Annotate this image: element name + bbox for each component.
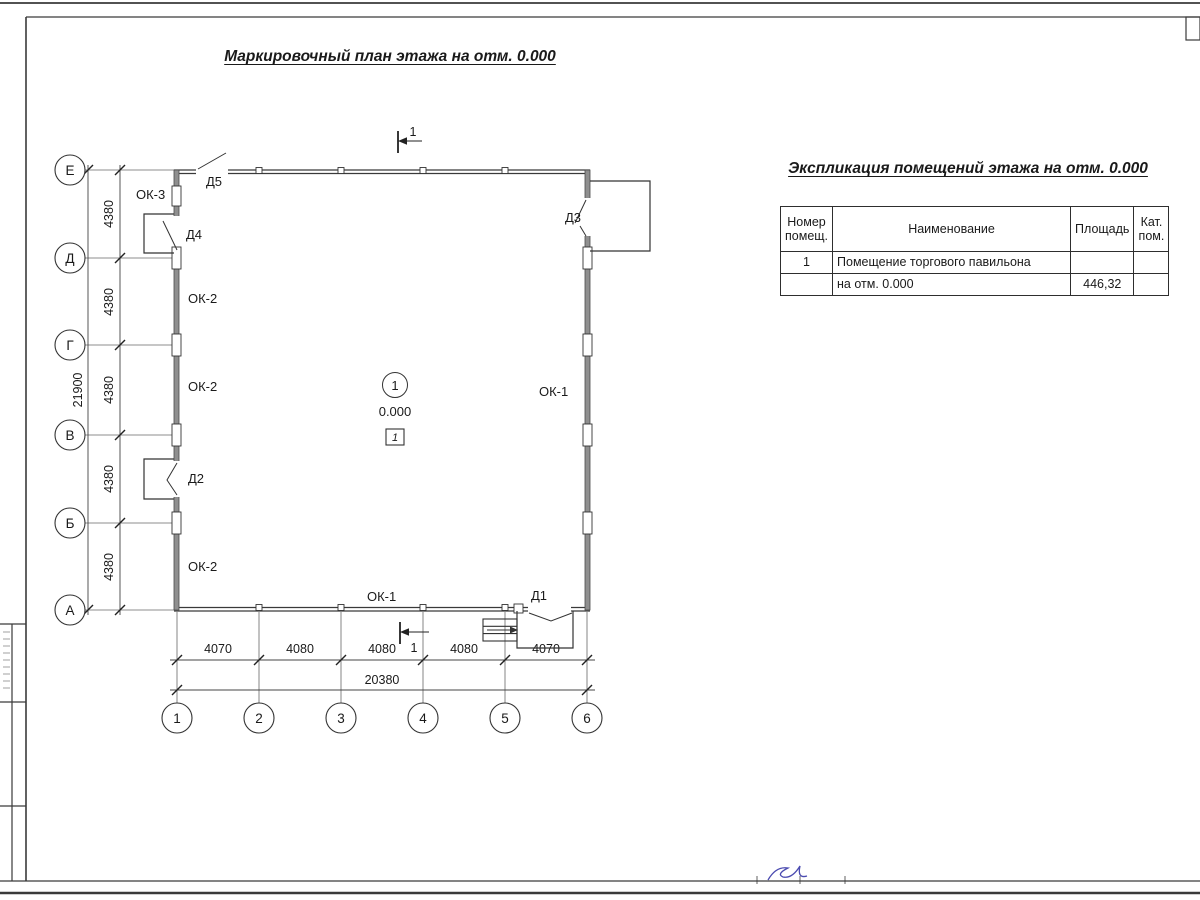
- page-title: Маркировочный план этажа на отм. 0.000: [224, 48, 556, 65]
- label-door-d4: Д4: [186, 227, 203, 242]
- door-leaves: [163, 153, 586, 621]
- label-window-ok2-2: ОК-2: [188, 379, 218, 394]
- label-window-ok1-right: ОК-1: [539, 384, 569, 399]
- axis-lines: [85, 170, 587, 703]
- cell-number: [781, 274, 833, 296]
- room-number-marker: [383, 373, 408, 398]
- axis-col-5: 5: [501, 711, 509, 726]
- col-axis-markers: [162, 703, 602, 733]
- section-mark-top: [398, 125, 422, 153]
- axis-row-e: Е: [65, 163, 75, 178]
- section-mark-top-label: 1: [409, 125, 417, 139]
- room-number: 1: [391, 378, 399, 393]
- room-schedule-title: Экспликация помещений этажа на отм. 0.000: [788, 160, 1148, 177]
- axis-col-4: 4: [419, 711, 427, 726]
- label-door-d5: Д5: [206, 174, 223, 189]
- label-window-ok3: ОК-3: [136, 187, 166, 202]
- section-mark-bottom: [400, 622, 429, 655]
- wall-top: [174, 170, 590, 174]
- wall-tick-squares: [256, 168, 508, 611]
- label-window-ok2-3: ОК-2: [188, 559, 218, 574]
- signature-scribble: [768, 866, 807, 880]
- frame-stamp-microtext: [3, 632, 10, 688]
- dim-v-5: 4380: [102, 553, 116, 581]
- axis-col-3: 3: [337, 711, 345, 726]
- header-area: Площадь: [1071, 207, 1134, 252]
- table-row: [781, 274, 1169, 296]
- dim-v-2: 4380: [102, 288, 116, 316]
- label-window-ok1-bottom: ОК-1: [367, 589, 397, 604]
- floor-type-number: 1: [391, 432, 399, 444]
- dim-h-2: 4080: [286, 642, 314, 656]
- cell-category: [1134, 274, 1169, 296]
- dim-h-1: 4070: [204, 642, 232, 656]
- label-door-d1: Д1: [531, 588, 548, 603]
- dim-h-5: 4070: [532, 642, 560, 656]
- header-name: Наименование: [833, 207, 1071, 252]
- header-category: Кат. пом.: [1134, 207, 1169, 252]
- dimension-slashes: [83, 165, 592, 695]
- dim-v-1: 4380: [102, 200, 116, 228]
- door-leaf-d1: [529, 613, 572, 621]
- table-row: [781, 252, 1169, 274]
- floor-type-marker: [386, 429, 404, 445]
- dim-v-4: 4380: [102, 465, 116, 493]
- dim-h-total: 20380: [364, 673, 400, 687]
- sheet-frame: [0, 3, 1200, 893]
- vestibule-d2: [144, 459, 174, 499]
- dim-v-total: 21900: [71, 372, 85, 408]
- room-elevation: 0.000: [378, 404, 412, 419]
- axis-row-a: А: [65, 603, 75, 618]
- cell-area: [1071, 252, 1134, 274]
- entrance-stair: [483, 619, 518, 641]
- door-leaf-d5: [198, 153, 226, 169]
- label-window-ok2-1: ОК-2: [188, 291, 218, 306]
- cell-category: [1134, 252, 1169, 274]
- section-mark-bottom-label: 1: [410, 641, 418, 655]
- axis-row-v: В: [65, 428, 75, 443]
- cell-number: 1: [781, 252, 833, 274]
- room-schedule-table: [780, 206, 1169, 296]
- dim-v-3: 4380: [102, 376, 116, 404]
- dim-h-3: 4080: [368, 642, 396, 656]
- wall-bottom: [174, 608, 590, 612]
- table-header-row: [781, 207, 1169, 252]
- header-number: Номер помещ.: [781, 207, 833, 252]
- axis-row-d: Д: [65, 251, 75, 266]
- cell-name: на отм. 0.000: [833, 274, 1071, 296]
- cell-name: Помещение торгового павильона: [833, 252, 1071, 274]
- cell-area: 446,32: [1071, 274, 1134, 296]
- axis-row-b: Б: [65, 516, 75, 531]
- window-jamb-marks: [172, 186, 592, 613]
- label-door-d2: Д2: [188, 471, 205, 486]
- label-door-d3: Д3: [565, 210, 582, 225]
- axis-col-2: 2: [255, 711, 263, 726]
- axis-row-g: Г: [66, 338, 74, 353]
- vestibule-d3: [590, 181, 650, 251]
- axis-col-1: 1: [173, 711, 181, 726]
- axis-col-6: 6: [583, 711, 591, 726]
- door-openings: [172, 198, 592, 497]
- dim-h-4: 4080: [450, 642, 478, 656]
